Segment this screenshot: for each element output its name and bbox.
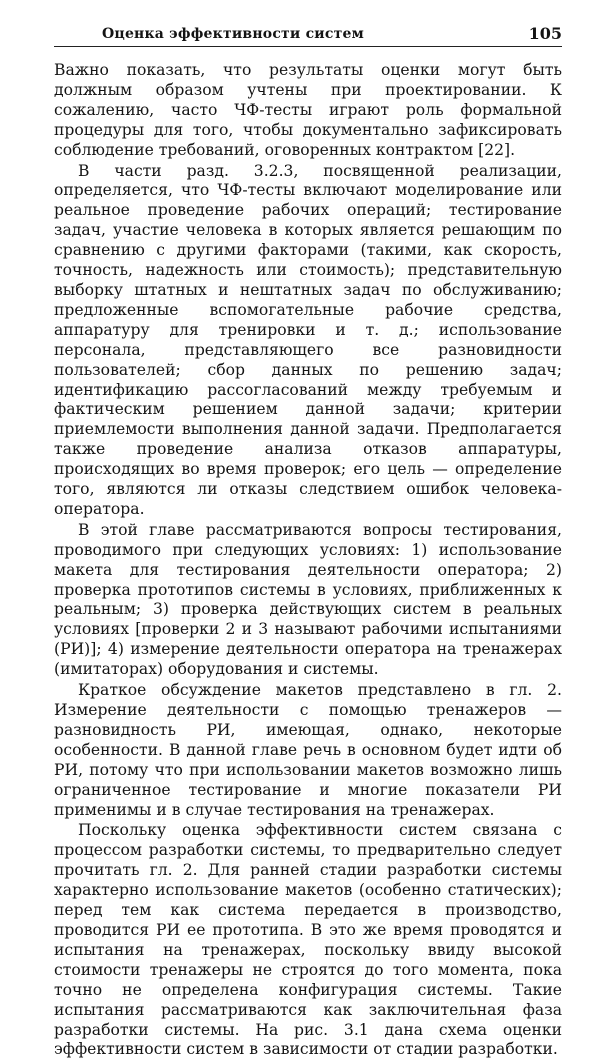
paragraph-4: Краткое обсуждение макетов представлено в гл. 2. Измерение деятельности с помощью тренажеров — разновидность РИ, имеющая, однако, некоторые особенности. В данной главе речь в основном будет идти об РИ, потому что при использовании макетов возможно лишь ограниченное тестирование и многие показатели РИ применимы и в случае тестирования на тренажерах. [54, 681, 562, 819]
running-header [54, 20, 562, 47]
body-text [54, 61, 562, 1060]
page-number: 105 [528, 24, 562, 43]
paragraph-2: В части разд. 3.2.3, посвященной реализации, определяется, что ЧФ-тесты включают моделирование или реальное проведение рабочих операций; тестирование задач, участие человека в которых является решающим по сравнению с другими факторами (такими, как скорость, точность, надежность или стоимость); представительную выборку штатных и нештатных задач по обслуживанию; предложенные вспомогательные рабочие средства, аппаратуру для тренировки и т. д.; использование персонала, представляющего все разновидности пользователей; сбор данных по решению задач; идентификацию рассогласований между требуемым и фактическим решением данной задачи; критерии приемлемости выполнения данной задачи. Предполагается также проведение анализа отказов аппаратуры, происходящих во время проверок; его цель — определение того, являются ли отказы следствием ошибок человека-оператора. [54, 161, 562, 518]
paragraph-3: В этой главе рассматриваются вопросы тестирования, проводимого при следующих условиях: 1) использование макета для тестирования деятельности оператора; 2) проверка прототипов системы в условиях, приближенных к реальным; 3) проверка действующих систем в реальных условиях [проверки 2 и 3 называют рабочими испытаниями (РИ)]; 4) измерение деятельности оператора на тренажерах (имитаторах) оборудования и системы. [54, 520, 562, 679]
running-title: Оценка эффективности систем [102, 26, 364, 42]
book-page [54, 20, 562, 1060]
paragraph-1: Важно показать, что результаты оценки могут быть должным образом учтены при проектировании. К сожалению, часто ЧФ-тесты играют роль формальной процедуры для того, чтобы документально зафиксировать соблюдение требований, оговоренных контрактом [22]. [54, 61, 562, 159]
paragraph-5: Поскольку оценка эффективности систем связана с процессом разработки системы, то предварительно следует прочитать гл. 2. Для ранней стадии разработки системы характерно использование макетов (особенно статических); перед тем как система передается в производство, проводится РИ ее прототипа. В это же время проводятся и испытания на тренажерах, поскольку ввиду высокой стоимости тренажеры не строятся до того момента, пока точно не определена конфигурация системы. Такие испытания рассматриваются как заключительная фаза разработки системы. На рис. 3.1 дана схема оценки эффективности систем в зависимости от стадии разработки. [54, 821, 562, 1059]
